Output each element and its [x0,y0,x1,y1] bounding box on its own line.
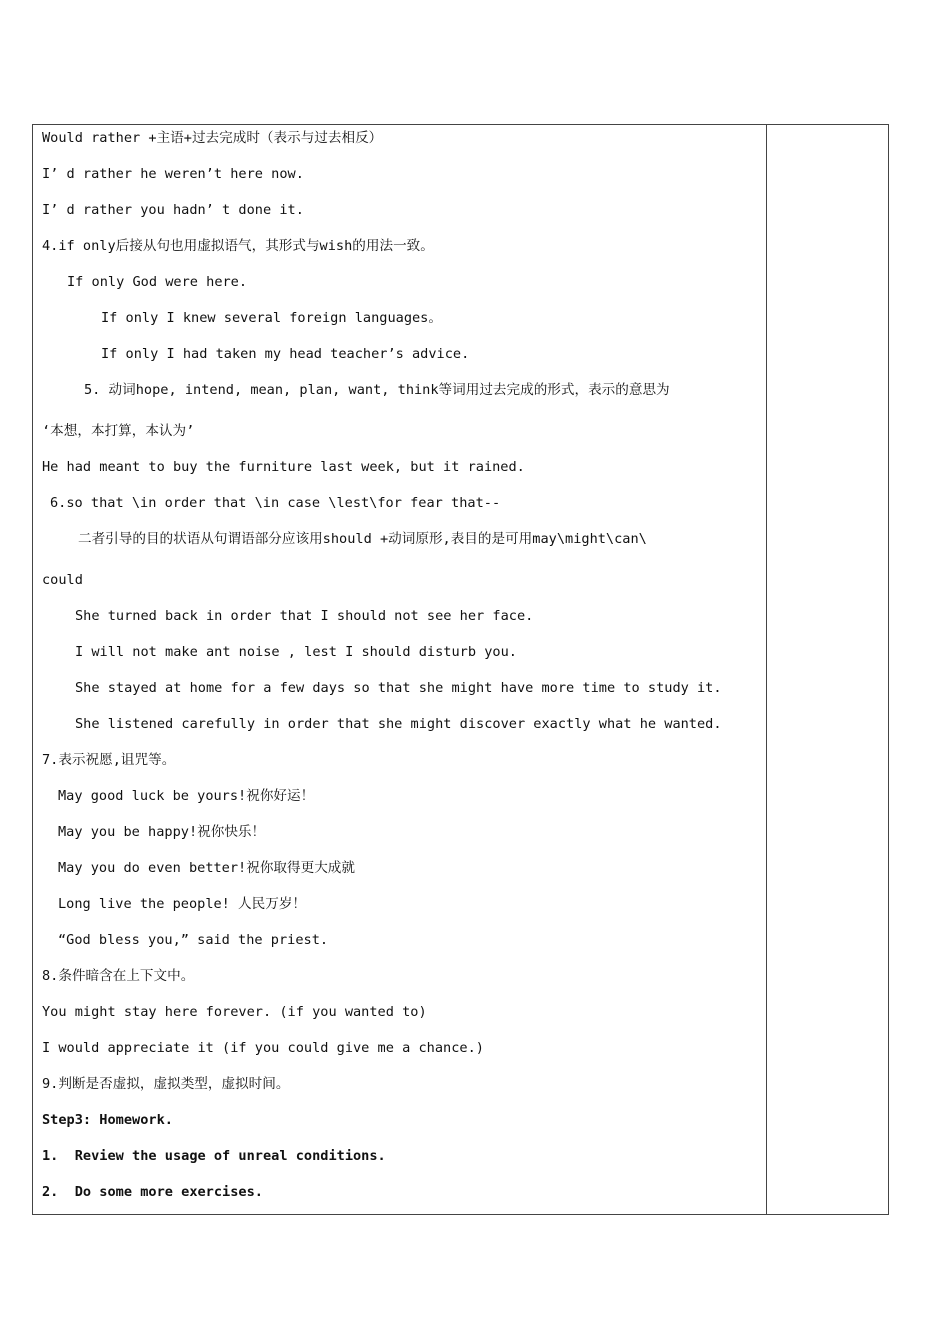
lesson-table [32,124,889,1215]
text-line: I’ d rather you hadn’ t done it. [42,202,304,218]
homework-heading: Step3: Homework. [42,1112,173,1128]
text-line: 6.so that \in order that \in case \lest\for fear that-- [50,495,501,511]
text-line: Long live the people! 人民万岁！ [58,896,307,912]
text-line: You might stay here forever. (if you wanted to) [42,1004,427,1020]
text-line: 9.判断是否虚拟，虚拟类型，虚拟时间。 [42,1076,290,1092]
text-line: 7.表示祝愿,诅咒等。 [42,752,176,768]
text-line: May good luck be yours!祝你好运！ [58,788,315,804]
text-line: 4.if only后接从句也用虚拟语气，其形式与wish的用法一致。 [42,238,434,254]
text-line: May you do even better!祝你取得更大成就 [58,860,355,876]
text-line: If only I had taken my head teacher’s advice. [101,346,470,362]
text-line: I’ d rather he weren’t here now. [42,166,304,182]
text-line: 5. 动词hope, intend, mean, plan, want, think等词用过去完成的形式，表示的意思为 [84,382,670,398]
text-line: He had meant to buy the furniture last week, but it rained. [42,459,525,475]
text-line: 8.条件暗含在上下文中。 [42,968,195,984]
text-line: May you be happy!祝你快乐！ [58,824,266,840]
text-line: ‘本想，本打算，本认为’ [42,423,195,439]
text-line: could [42,572,83,588]
text-line: I will not make ant noise , lest I should disturb you. [75,644,517,660]
text-line: Would rather +主语+过去完成时（表示与过去相反） [42,130,383,146]
homework-item: 2. Do some more exercises. [42,1184,263,1200]
text-line: She turned back in order that I should not see her face. [75,608,534,624]
text-line: “God bless you,” said the priest. [58,932,329,948]
text-line: If only I knew several foreign languages。 [101,310,442,326]
text-line: If only God were here. [67,274,248,290]
text-line: She stayed at home for a few days so that she might have more time to study it. [75,680,722,696]
text-line: 二者引导的目的状语从句谓语部分应该用should +动词原形,表目的是可用may\might\can\ [78,531,647,547]
text-line: She listened carefully in order that she might discover exactly what he wanted. [75,716,722,732]
content-cell [33,125,766,1214]
text-line: I would appreciate it (if you could give me a chance.) [42,1040,484,1056]
notes-cell [767,125,888,1214]
homework-item: 1. Review the usage of unreal conditions. [42,1148,386,1164]
